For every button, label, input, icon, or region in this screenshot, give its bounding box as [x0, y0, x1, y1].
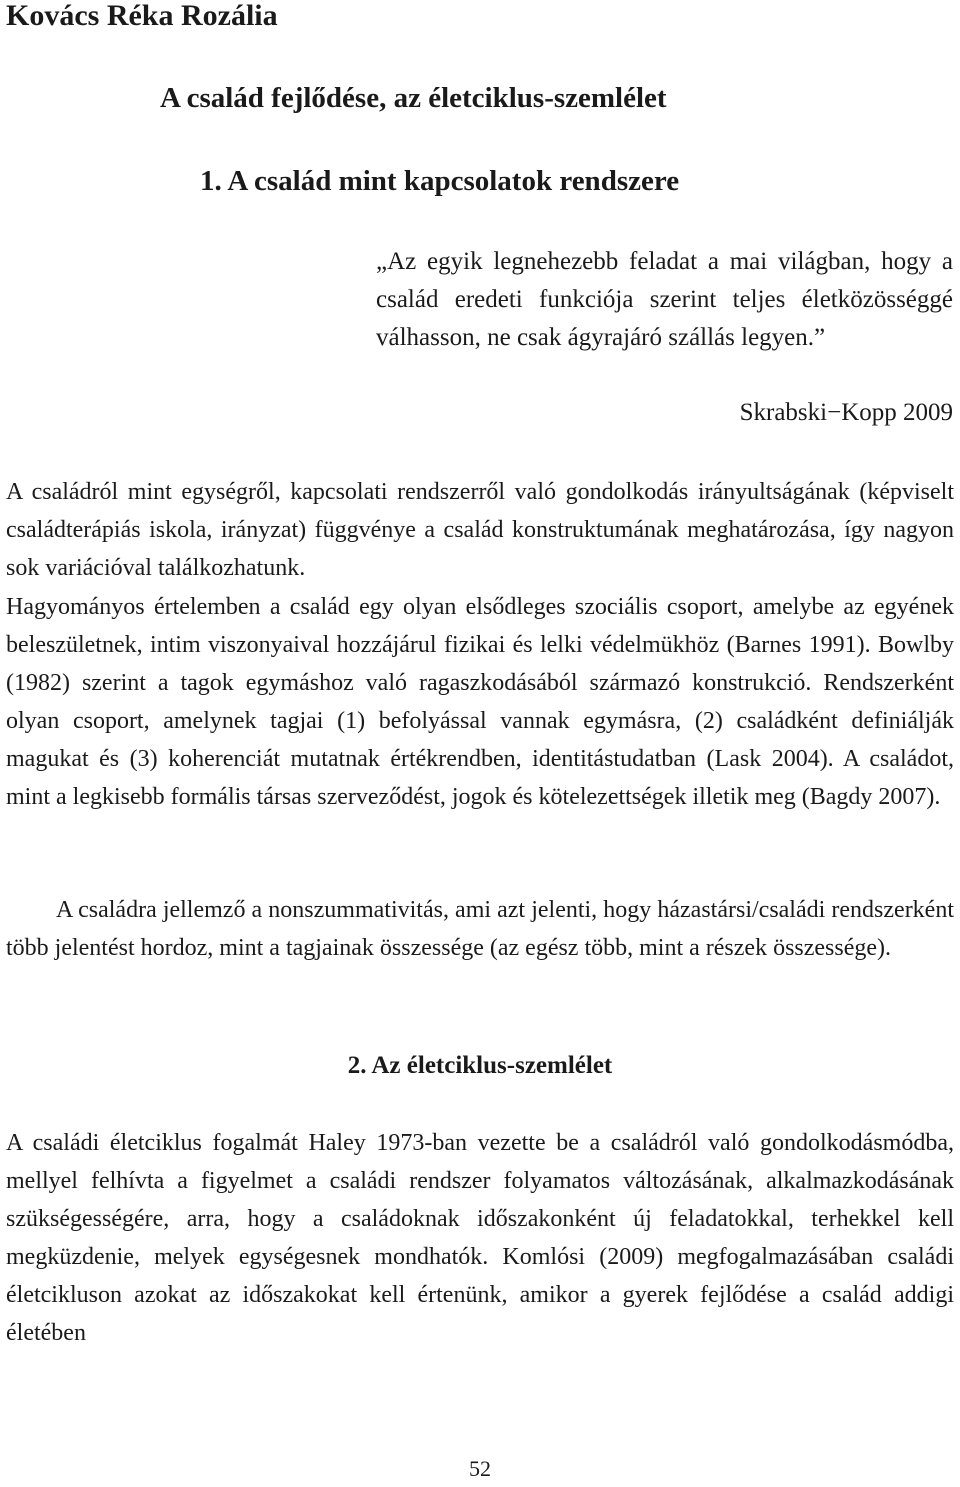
body-paragraph-4: A családi életciklus fogalmát Haley 1973-ban vezette be a családról való gondolkodásmódba, mellyel felhívta a figyelmet a családi rendszer folyamatos változásának, alkalmazkodásának szükségességére, arra, hogy a családoknak időszakonként új feladatokkal, terhekkel kell megküzdenie, melyek egységesnek mondhatók. Komlósi (2009) megfogalmazásában családi életcikluson azokat az időszakokat kell értenünk, amikor a gyerek fejlődése a család addigi életében	[6, 1130, 954, 1346]
body-paragraph-2: Hagyományos értelemben a család egy olyan elsődleges szociális csoport, amelybe az egyének beleszületnek, intim viszonyaival hozzájárul fizikai és lelki védelmükhöz (Barnes 1991). Bowlby (1982) szerint a tagok egymáshoz való ragaszkodásából származó konstrukció. Rendszerként olyan csoport, amelynek tagjai (1) befolyással vannak egymásra, (2) családként definiálják magukat és (3) koherenciát mutatnak értékrendben, identitástudatban (Lask 2004). A családot, mint a legkisebb formális társas szerveződést, jogok és kötelezettségek illetik meg (Bagdy 2007).	[6, 594, 954, 810]
page-number: 52	[469, 1456, 491, 1481]
chapter-title: A család fejlődése, az életciklus-szemlélet	[160, 82, 667, 114]
body-paragraph-1: A családról mint egységről, kapcsolati rendszerről való gondolkodás irányultságának (képviselt családterápiás iskola, irányzat) függvénye a család konstruktumának meghatározása, így nagyon sok variációval találkozhatunk.	[6, 479, 954, 581]
section-heading-1: 1. A család mint kapcsolatok rendszere	[200, 165, 680, 197]
author-name: Kovács Réka Rozália	[6, 0, 278, 32]
motto-source: Skrabski−Kopp 2009	[739, 399, 953, 426]
body-paragraph-3: A családra jellemző a nonszummativitás, ami azt jelenti, hogy házastársi/családi rendszerként több jelentést hordoz, mint a tagjainak összessége (az egész több, mint a részek összessége).	[6, 897, 954, 961]
section-heading-2: 2. Az életciklus-szemlélet	[347, 1052, 613, 1079]
motto-quote: „Az egyik legnehezebb feladat a mai világban, hogy a család eredeti funkciója szerint teljes életközösséggé válhasson, ne csak ágyrajáró szállás legyen.”	[376, 248, 953, 351]
